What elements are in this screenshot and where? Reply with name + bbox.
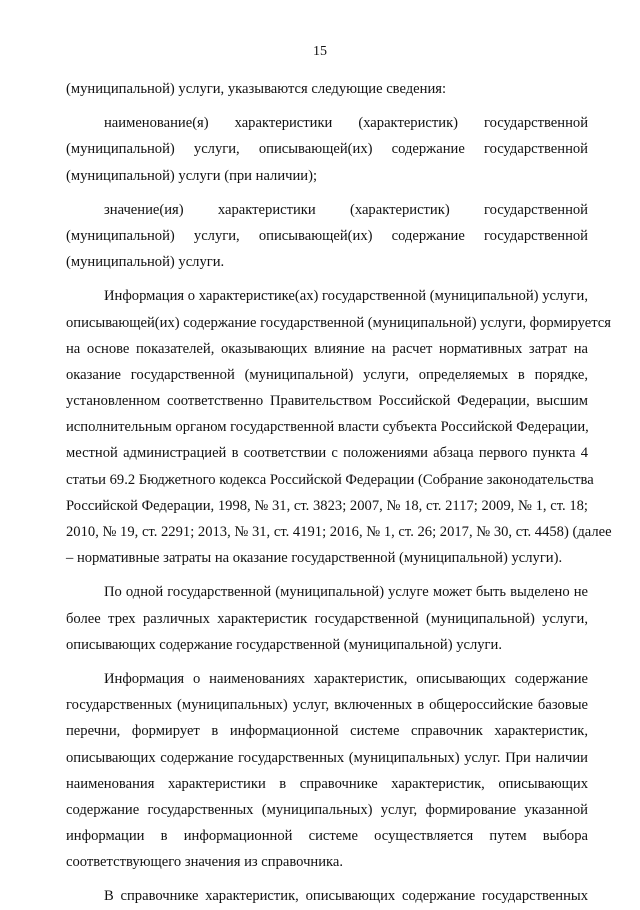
- page-number: 15: [313, 44, 327, 59]
- text-line: местной администрацией в соответствии с положениями абзаца первого пункта 4: [66, 445, 588, 462]
- paragraph: [66, 579, 588, 658]
- text-line: описывающих содержание государственных (муниципальных) услуг. При наличии: [66, 749, 588, 766]
- paragraph: [66, 197, 588, 276]
- text-line: По одной государственной (муниципальной) услуге может быть выделено не: [104, 584, 588, 601]
- text-line: на основе показателей, оказывающих влияние на расчет нормативных затрат на: [66, 340, 588, 357]
- text-line: значение(ия) характеристики (характеристик) государственной: [104, 201, 588, 218]
- text-line: информации в информационной системе осуществляется путем выбора: [66, 828, 588, 845]
- text-line: Информация о наименованиях характеристик, описывающих содержание: [104, 670, 588, 687]
- text-line: описывающих содержание государственной (муниципальной) услуги.: [66, 636, 502, 653]
- paragraph-gap: [66, 658, 588, 666]
- paragraph-gap: [66, 102, 588, 110]
- text-line: Российской Федерации, 1998, № 31, ст. 3823; 2007, № 18, ст. 2117; 2009, № 1, ст. 18;: [66, 497, 588, 514]
- paragraph-gap: [66, 189, 588, 197]
- paragraph-gap: [66, 571, 588, 579]
- text-line: наименования характеристики в справочнике характеристик, описывающих: [66, 775, 588, 792]
- text-line: наименование(я) характеристики (характеристик) государственной: [104, 115, 588, 132]
- paragraph: [66, 283, 612, 571]
- text-line: (муниципальной) услуги.: [66, 254, 225, 271]
- paragraph-gap: [66, 875, 588, 883]
- text-line: более трех различных характеристик государственной (муниципальной) услуги,: [66, 610, 588, 627]
- text-line: государственных (муниципальных) услуг, включенных в общероссийские базовые: [66, 697, 588, 714]
- text-line: перечни, формирует в информационной системе справочник характеристик,: [66, 723, 588, 740]
- paragraph: [66, 76, 588, 102]
- text-line: В справочнике характеристик, описывающих содержание государственных: [104, 888, 588, 905]
- text-line: (муниципальной) услуги (при наличии);: [66, 167, 318, 184]
- paragraph: [66, 110, 588, 189]
- text-line: исполнительным органом государственной власти субъекта Российской Федерации,: [66, 419, 589, 436]
- text-line: соответствующего значения из справочника.: [66, 854, 344, 871]
- text-line: содержание государственных (муниципальных) услуг, формирование указанной: [66, 801, 588, 818]
- paragraph: [66, 666, 588, 876]
- document-body: [66, 76, 612, 910]
- text-line: (муниципальной) услуги, описывающей(их) содержание государственной: [66, 141, 588, 158]
- text-line: (муниципальной) услуги, указываются следующие сведения:: [66, 81, 447, 97]
- paragraph-gap: [66, 275, 588, 283]
- text-line: установленном соответственно Правительством Российской Федерации, высшим: [66, 393, 588, 410]
- text-line: оказание государственной (муниципальной) услуги, определяемых в порядке,: [66, 366, 588, 383]
- text-line: (муниципальной) услуги, описывающей(их) содержание государственной: [66, 227, 588, 244]
- text-line: статьи 69.2 Бюджетного кодекса Российской Федерации (Собрание законодательства: [66, 471, 594, 488]
- text-line: описывающей(их) содержание государственной (муниципальной) услуги, формируется: [66, 314, 611, 331]
- text-line: – нормативные затраты на оказание государственной (муниципальной) услуги).: [66, 550, 563, 567]
- text-line: 2010, № 19, ст. 2291; 2013, № 31, ст. 4191; 2016, № 1, ст. 26; 2017, № 30, ст. 4458) (далее: [66, 524, 612, 540]
- paragraph: [66, 883, 588, 909]
- text-line: Информация о характеристике(ах) государственной (муниципальной) услуги,: [104, 288, 588, 305]
